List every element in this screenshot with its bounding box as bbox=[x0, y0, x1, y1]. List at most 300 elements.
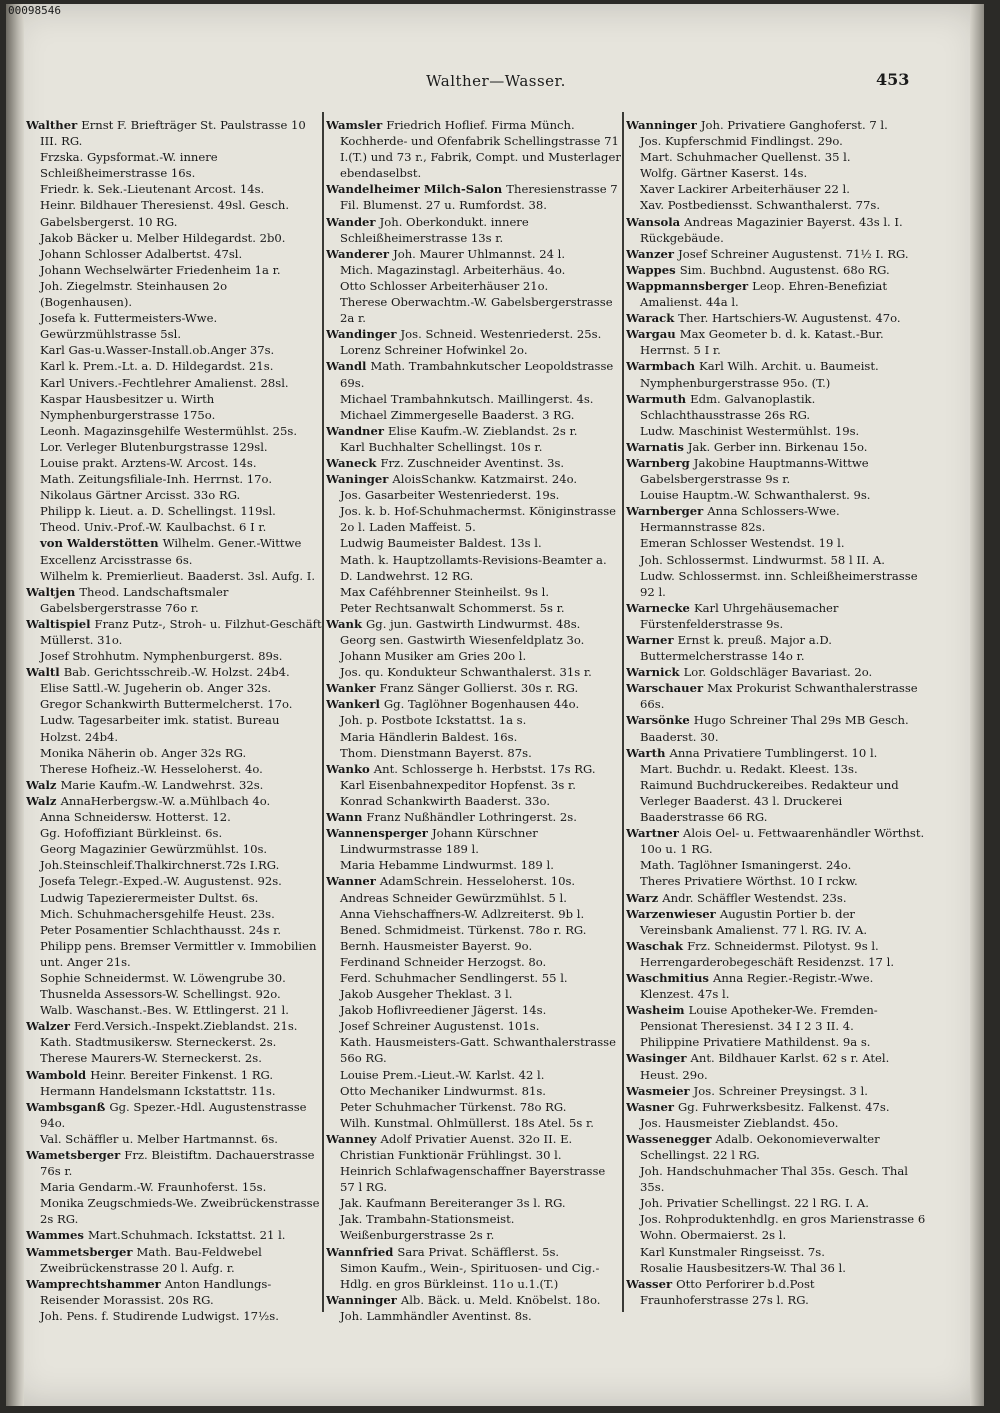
directory-entry bbox=[326, 793, 622, 809]
entry-details: Karl k. Prem.-Lt. a. D. Hildegardst. 21s. bbox=[40, 359, 274, 374]
directory-entry bbox=[326, 890, 622, 906]
entry-surname: Walz bbox=[26, 793, 61, 808]
directory-entry bbox=[26, 1147, 322, 1179]
entry-details: Wolfg. Gärtner Kaserst. 14s. bbox=[640, 166, 808, 181]
entry-details: Ther. Hartschiers-W. Augustenst. 47o. bbox=[678, 311, 901, 326]
entry-details: Heinr. Bereiter Finkenst. 1 RG. bbox=[90, 1067, 274, 1082]
entry-details: Heinr. Bildhauer Theresienst. 49sl. Gesch. Gabelsbergerst. 10 RG. bbox=[40, 198, 290, 229]
entry-dash bbox=[326, 503, 340, 519]
directory-entry bbox=[326, 1147, 622, 1163]
entry-dash bbox=[26, 181, 40, 197]
directory-entry bbox=[326, 584, 622, 600]
entry-dash bbox=[326, 1260, 340, 1276]
directory-entry bbox=[326, 922, 622, 938]
directory-entry bbox=[326, 1260, 622, 1292]
entry-details: Kath. Stadtmusikersw. Sterneckerst. 2s. bbox=[40, 1035, 277, 1050]
entry-details: Jak. Gerber inn. Birkenau 15o. bbox=[687, 439, 868, 454]
entry-dash bbox=[626, 1260, 640, 1276]
directory-entry bbox=[326, 326, 622, 342]
directory-entry bbox=[26, 455, 322, 471]
entry-surname: Wanninger bbox=[326, 1292, 401, 1307]
entry-details: Jak. Trambahn-Stationsmeist. Weißenburgerstrasse 2s r. bbox=[340, 1212, 515, 1243]
entry-surname: Waschak bbox=[626, 938, 688, 953]
entry-details: Anna Privatiere Tumblingerst. 10 l. bbox=[669, 745, 878, 760]
directory-entry bbox=[326, 938, 622, 954]
entry-details: Michael Trambahnkutsch. Maillingerst. 4s. bbox=[340, 391, 594, 406]
entry-surname: Warner bbox=[626, 633, 678, 647]
entry-details: Max Caféhbrenner Steinheilst. 9s l. bbox=[340, 584, 550, 599]
entry-dash bbox=[326, 584, 340, 600]
directory-entry bbox=[26, 745, 322, 761]
entry-details: Gg. Taglöhner Bogenhausen 44o. bbox=[383, 697, 580, 712]
entry-details: Johann Wechselwärter Friedenheim 1a r. bbox=[40, 262, 281, 277]
entry-surname: Wandelheimer Milch-Salon bbox=[326, 182, 507, 197]
entry-details: Edm. Galvanoplastik. Schlachthausstrasse 26s RG. bbox=[640, 391, 816, 422]
directory-entry bbox=[326, 1083, 622, 1099]
entry-details: Frz. Schneidermst. Pilotyst. 9s l. Herrengarderobegeschäft Residenzst. 17 l. bbox=[640, 938, 895, 969]
directory-entry bbox=[26, 423, 322, 439]
entry-dash bbox=[26, 1050, 40, 1066]
entry-details: Michael Zimmergeselle Baaderst. 3 RG. bbox=[340, 407, 575, 422]
column-1 bbox=[26, 117, 322, 1397]
entry-dash bbox=[326, 922, 340, 938]
entry-dash bbox=[626, 535, 640, 551]
entry-details: Jakob Bäcker u. Melber Hildegardst. 2b0. bbox=[40, 230, 286, 245]
entry-surname: Wargau bbox=[626, 327, 680, 342]
entry-surname: Wambold bbox=[26, 1067, 91, 1082]
directory-entry bbox=[626, 1163, 926, 1195]
entry-details: Jos. Kupferschmid Findlingst. 29o. bbox=[640, 134, 843, 149]
entry-details: Therese Maurers-W. Sterneckerst. 2s. bbox=[40, 1051, 262, 1066]
entry-dash bbox=[326, 729, 340, 745]
directory-entry bbox=[326, 552, 622, 584]
directory-entry bbox=[26, 1099, 322, 1131]
entry-dash bbox=[26, 278, 40, 294]
entry-details: Johann Schlosser Adalbertst. 47sl. bbox=[40, 246, 243, 261]
entry-details: Jos. Gasarbeiter Westenriederst. 19s. bbox=[340, 488, 560, 503]
directory-entry bbox=[26, 1227, 322, 1243]
directory-entry bbox=[626, 1260, 926, 1276]
directory-entry bbox=[26, 986, 322, 1002]
entry-details: Gregor Schankwirth Buttermelcherst. 17o. bbox=[40, 697, 293, 712]
entry-dash bbox=[626, 873, 640, 889]
entry-surname: Wametsberger bbox=[26, 1148, 125, 1162]
entry-details: Xav. Postbediensst. Schwanthalerst. 77s. bbox=[640, 198, 881, 213]
entry-dash bbox=[26, 986, 40, 1002]
entry-dash bbox=[26, 922, 40, 938]
entry-surname: Wammetsberger bbox=[26, 1244, 137, 1259]
entry-surname: Waltjen bbox=[26, 584, 80, 599]
directory-entry bbox=[26, 1067, 322, 1083]
entry-details: Karl Univers.-Fechtlehrer Amalienst. 28sl. bbox=[40, 375, 289, 390]
entry-details: Josef Schreiner Augustenst. 101s. bbox=[340, 1019, 540, 1034]
directory-entry bbox=[326, 1002, 622, 1018]
directory-entry bbox=[326, 906, 622, 922]
entry-surname: Waltl bbox=[26, 665, 64, 680]
directory-entry bbox=[326, 809, 622, 825]
entry-details: Elise Sattl.-W. Jugeherin ob. Anger 32s. bbox=[40, 681, 272, 696]
entry-details: Emeran Schlosser Westendst. 19 l. bbox=[640, 536, 845, 551]
entry-surname: Wanzer bbox=[626, 246, 679, 261]
entry-dash bbox=[326, 954, 340, 970]
entry-details: Louise Apotheker-We. Fremden-Pensionat Theresienst. 34 I 2 3 II. 4. bbox=[640, 1003, 878, 1034]
directory-entry bbox=[26, 1131, 322, 1147]
entry-details: Josef Strohhutm. Nymphenburgerst. 89s. bbox=[40, 649, 283, 664]
directory-entry bbox=[26, 1244, 322, 1276]
entry-details: Konrad Schankwirth Baaderst. 33o. bbox=[340, 793, 551, 808]
entry-dash bbox=[326, 294, 340, 310]
entry-dash bbox=[26, 487, 40, 503]
column-divider bbox=[322, 112, 324, 1312]
directory-entry bbox=[26, 197, 322, 229]
entry-details: Karl Uhrgehäusemacher Fürstenfelderstrasse 9s. bbox=[640, 600, 839, 631]
entry-surname: Wappmannsberger bbox=[626, 278, 753, 293]
directory-entry bbox=[26, 890, 322, 906]
entry-surname: Waschmitius bbox=[626, 970, 713, 985]
entry-details: Gg. Hofoffiziant Bürkleinst. 6s. bbox=[40, 826, 223, 841]
entry-details: Jos. Rohproduktenhdlg. en gros Marienstrasse 6 Wohn. Obermaierst. 2s l. bbox=[640, 1212, 926, 1243]
entry-dash bbox=[626, 165, 640, 181]
entry-dash bbox=[26, 680, 40, 696]
entry-details: Mart. Schuhmacher Quellenst. 35 l. bbox=[640, 150, 851, 165]
entry-details: Ant. Bildhauer Karlst. 62 s r. Atel. Heust. 29o. bbox=[640, 1051, 890, 1082]
directory-entry bbox=[326, 777, 622, 793]
directory-entry bbox=[326, 407, 622, 423]
entry-details: Philipp k. Lieut. a. D. Schellingst. 119sl. bbox=[40, 504, 276, 519]
directory-entry bbox=[326, 873, 622, 889]
entry-dash bbox=[326, 1067, 340, 1083]
entry-details: Andreas Magazinier Bayerst. 43s l. I. Rückgebäude. bbox=[640, 214, 903, 245]
directory-entry bbox=[326, 278, 622, 294]
entry-details: Alb. Bäck. u. Meld. Knöbelst. 18o. bbox=[400, 1292, 601, 1307]
entry-details: Theod. Univ.-Prof.-W. Kaulbachst. 6 I r. bbox=[40, 520, 267, 535]
directory-entry bbox=[26, 358, 322, 374]
entry-dash bbox=[26, 358, 40, 374]
entry-surname: Warnberger bbox=[626, 504, 708, 519]
column-2 bbox=[326, 117, 622, 1397]
entry-details: Joh. Pens. f. Studirende Ludwigst. 17½s. bbox=[40, 1308, 279, 1323]
directory-entry bbox=[26, 1308, 322, 1324]
directory-entry bbox=[26, 1034, 322, 1050]
entry-details: Mich. Magazinstagl. Arbeiterhäus. 4o. bbox=[340, 262, 566, 277]
directory-entry bbox=[626, 680, 926, 712]
entry-dash bbox=[326, 1018, 340, 1034]
directory-entry bbox=[326, 712, 622, 728]
directory-entry bbox=[626, 1002, 926, 1034]
page-edge bbox=[970, 4, 984, 1406]
directory-entry bbox=[326, 986, 622, 1002]
entry-details: Louise Hauptm.-W. Schwanthalerst. 9s. bbox=[640, 488, 871, 503]
entry-details: Johann Kürschner Lindwurmstrasse 189 l. bbox=[340, 826, 538, 857]
entry-details: Adolf Privatier Auenst. 32o II. E. bbox=[380, 1131, 573, 1146]
entry-dash bbox=[26, 391, 40, 407]
entry-surname: Warz bbox=[626, 890, 663, 905]
directory-entry bbox=[26, 1179, 322, 1195]
entry-details: Wilhelm k. Premierlieut. Baaderst. 3sl. Aufg. I. bbox=[40, 568, 316, 583]
directory-entry bbox=[26, 712, 322, 744]
entry-dash bbox=[26, 1308, 40, 1324]
directory-entry bbox=[626, 873, 926, 889]
directory-entry bbox=[626, 1244, 926, 1260]
entry-details: Jakob Hoflivreediener Jägerst. 14s. bbox=[340, 1003, 547, 1018]
entry-dash bbox=[26, 938, 40, 954]
entry-dash bbox=[26, 970, 40, 986]
entry-details: Val. Schäffler u. Melber Hartmannst. 6s. bbox=[40, 1131, 278, 1146]
directory-entry bbox=[626, 890, 926, 906]
entry-dash bbox=[326, 1034, 340, 1050]
entry-details: Hermann Handelsmann Ickstattstr. 11s. bbox=[40, 1083, 276, 1098]
entry-details: Jos. Schreiner Preysingst. 3 l. bbox=[693, 1083, 868, 1098]
entry-details: Maria Händlerin Baldest. 16s. bbox=[340, 729, 518, 744]
directory-entry bbox=[26, 310, 322, 342]
entry-dash bbox=[26, 761, 40, 777]
directory-entry bbox=[626, 149, 926, 165]
entry-surname: Wassenegger bbox=[626, 1131, 716, 1146]
entry-surname: Washeim bbox=[626, 1003, 689, 1018]
entry-details: Lor. Verleger Blutenburgstrasse 129sl. bbox=[40, 439, 268, 454]
entry-dash bbox=[26, 890, 40, 906]
directory-entry bbox=[326, 696, 622, 712]
entry-details: Math. k. Hauptzollamts-Revisions-Beamter a. D. Landwehrst. 12 RG. bbox=[340, 552, 607, 583]
entry-details: Philipp pens. Bremser Vermittler v. Immobilien unt. Anger 21s. bbox=[40, 938, 317, 969]
entry-surname: Wansola bbox=[626, 214, 685, 229]
entry-details: Gg. jun. Gastwirth Lindwurmst. 48s. bbox=[366, 616, 581, 631]
entry-details: Heinrich Schlafwagenschaffner Bayerstrasse 57 l RG. bbox=[340, 1164, 606, 1195]
entry-details: Joh. Maurer Uhlmannst. 24 l. bbox=[393, 246, 566, 261]
directory-entry bbox=[626, 197, 926, 213]
entry-dash bbox=[326, 970, 340, 986]
directory-entry bbox=[326, 745, 622, 761]
entry-dash bbox=[26, 841, 40, 857]
entry-dash bbox=[626, 1163, 640, 1179]
entry-dash bbox=[326, 793, 340, 809]
directory-entry bbox=[626, 825, 926, 857]
entry-dash bbox=[326, 777, 340, 793]
entry-details: Karl Buchhalter Schellingst. 10s r. bbox=[340, 439, 543, 454]
directory-entry bbox=[326, 616, 622, 632]
entry-details: Walb. Waschanst.-Bes. W. Ettlingerst. 21 l. bbox=[40, 1003, 289, 1018]
entry-details: Max Prokurist Schwanthalerstrasse 66s. bbox=[640, 681, 918, 712]
entry-details: Bernh. Hausmeister Bayerst. 9o. bbox=[340, 938, 533, 953]
directory-entry bbox=[26, 664, 322, 680]
entry-details: Raimund Buchdruckereibes. Redakteur und Verleger Baaderst. 43 l. Druckerei Baaderstrasse 66 RG. bbox=[640, 777, 899, 825]
entry-dash bbox=[26, 423, 40, 439]
entry-details: Ferd. Schuhmacher Sendlingerst. 55 l. bbox=[340, 970, 568, 985]
directory-page bbox=[6, 4, 984, 1406]
entry-dash bbox=[326, 535, 340, 551]
page-header bbox=[6, 72, 984, 96]
entry-surname: Waneck bbox=[326, 455, 381, 470]
directory-entry bbox=[626, 938, 926, 970]
entry-dash bbox=[326, 857, 340, 873]
directory-entry bbox=[326, 1099, 622, 1115]
directory-entry bbox=[326, 729, 622, 745]
directory-entry bbox=[326, 648, 622, 664]
entry-surname: Walther bbox=[26, 118, 82, 132]
directory-entry bbox=[326, 181, 622, 213]
entry-surname: Wannensperger bbox=[326, 826, 432, 841]
entry-dash bbox=[26, 1002, 40, 1018]
directory-entry bbox=[26, 246, 322, 262]
entry-details: Christian Funktionär Frühlingst. 30 l. bbox=[340, 1148, 562, 1162]
entry-details: Math. Bau-Feldwebel Zweibrückenstrasse 20 l. Aufg. r. bbox=[40, 1244, 262, 1275]
entry-details: Theresienstrasse 7 Fil. Blumenst. 27 u. Rumfordst. 38. bbox=[340, 182, 618, 213]
entry-dash bbox=[326, 1308, 340, 1324]
directory-entry bbox=[626, 906, 926, 938]
entry-details: Gg. Fuhrwerksbesitz. Falkenst. 47s. bbox=[678, 1099, 890, 1114]
entry-details: Thusnelda Assessors-W. Schellingst. 92o. bbox=[40, 987, 281, 1002]
entry-dash bbox=[326, 439, 340, 455]
directory-entry bbox=[626, 535, 926, 551]
entry-details: Joh. Schlossermst. Lindwurmst. 58 l II. A. bbox=[640, 552, 885, 567]
entry-surname: Wasmeier bbox=[626, 1083, 694, 1098]
directory-entry bbox=[626, 423, 926, 439]
directory-entry bbox=[626, 857, 926, 873]
entry-surname: Walz bbox=[26, 777, 61, 792]
directory-entry bbox=[26, 181, 322, 197]
directory-entry bbox=[326, 342, 622, 358]
entry-dash bbox=[326, 1099, 340, 1115]
directory-entry bbox=[626, 503, 926, 535]
entry-details: Ferdinand Schneider Herzogst. 8o. bbox=[340, 954, 547, 969]
directory-entry bbox=[626, 568, 926, 600]
entry-details: Peter Posamentier Schlachthausst. 24s r. bbox=[40, 922, 282, 937]
entry-details: Joh. Privatier Schellingst. 22 l RG. I. A. bbox=[640, 1196, 869, 1211]
entry-details: Xaver Lackirer Arbeiterhäuser 22 l. bbox=[640, 182, 850, 197]
entry-details: Augustin Portier b. der Vereinsbank Amalienst. 77 l. RG. IV. A. bbox=[640, 906, 868, 937]
entry-surname: Warack bbox=[626, 311, 679, 326]
column-3 bbox=[626, 117, 926, 1397]
entry-details: Franz Nußhändler Lothringerst. 2s. bbox=[366, 810, 577, 825]
directory-entry bbox=[626, 391, 926, 423]
directory-entry bbox=[326, 954, 622, 970]
entry-dash bbox=[626, 1034, 640, 1050]
entry-dash bbox=[626, 487, 640, 503]
directory-entry bbox=[26, 809, 322, 825]
entry-surname: Wanko bbox=[326, 761, 374, 776]
directory-entry bbox=[626, 1276, 926, 1308]
entry-details: Otto Perforirer b.d.Post Fraunhoferstrasse 27s l. RG. bbox=[640, 1276, 815, 1307]
entry-details: Joh. Ziegelmstr. Steinhausen 2o (Bogenhausen). bbox=[40, 278, 228, 310]
entry-details: Hugo Schreiner Thal 29s MB Gesch. Baaderst. 30. bbox=[640, 713, 909, 744]
entry-details: Frz. Zuschneider Aventinst. 3s. bbox=[380, 455, 565, 470]
entry-details: Joh. Privatiere Ganghoferst. 7 l. bbox=[700, 118, 888, 132]
entry-details: Johann Musiker am Gries 20o l. bbox=[340, 649, 527, 664]
page-number: 453 bbox=[876, 70, 910, 89]
directory-entry bbox=[26, 503, 322, 519]
entry-details: Franz Putz-, Stroh- u. Filzhut-Geschäft Müllerst. 31o. bbox=[40, 616, 322, 647]
directory-entry bbox=[26, 793, 322, 809]
entry-dash bbox=[326, 407, 340, 423]
entry-dash bbox=[326, 1083, 340, 1099]
directory-entry bbox=[326, 503, 622, 535]
entry-details: Georg Magazinier Gewürzmühlst. 10s. bbox=[40, 842, 268, 857]
directory-entry bbox=[326, 439, 622, 455]
directory-entry bbox=[626, 278, 926, 310]
entry-details: Joh. Lammhändler Aventinst. 8s. bbox=[340, 1308, 532, 1323]
entry-dash bbox=[326, 552, 340, 568]
directory-entry bbox=[26, 230, 322, 246]
entry-details: Ferd.Versich.-Inspekt.Zieblandst. 21s. bbox=[74, 1019, 298, 1034]
directory-entry bbox=[26, 857, 322, 873]
entry-details: Maria Gendarm.-W. Fraunhoferst. 15s. bbox=[40, 1180, 267, 1195]
entry-dash bbox=[626, 423, 640, 439]
directory-entry bbox=[26, 568, 322, 584]
entry-details: Otto Mechaniker Lindwurmst. 81s. bbox=[340, 1083, 546, 1098]
entry-details: Mart. Buchdr. u. Redakt. Kleest. 13s. bbox=[640, 761, 858, 776]
directory-entry bbox=[26, 761, 322, 777]
entry-surname: Warnick bbox=[626, 665, 684, 680]
entry-dash bbox=[26, 455, 40, 471]
entry-dash bbox=[26, 439, 40, 455]
entry-surname: Wasinger bbox=[626, 1051, 691, 1066]
entry-details: Joh.Steinschleif.Thalkirchnerst.72s I.RG. bbox=[40, 858, 280, 873]
entry-details: Anna Viehschaffners-W. Adlzreiterst. 9b l. bbox=[340, 906, 585, 921]
entry-dash bbox=[326, 1115, 340, 1131]
entry-dash bbox=[26, 568, 40, 584]
entry-details: Mich. Schuhmachersgehilfe Heust. 23s. bbox=[40, 906, 275, 921]
entry-details: Ludw. Maschinist Westermühlst. 19s. bbox=[640, 423, 860, 438]
entry-dash bbox=[26, 712, 40, 728]
directory-entry bbox=[26, 535, 322, 567]
entry-details: Andreas Schneider Gewürzmühlst. 5 l. bbox=[340, 890, 567, 905]
directory-entry bbox=[626, 1083, 926, 1099]
entry-surname: Waninger bbox=[326, 472, 393, 487]
entry-details: Jakob Ausgeher Theklast. 3 l. bbox=[340, 987, 513, 1002]
directory-entry bbox=[26, 696, 322, 712]
entry-dash bbox=[626, 1195, 640, 1211]
entry-details: Leop. Ehren-Benefiziat Amalienst. 44a l. bbox=[640, 278, 888, 310]
directory-entry bbox=[326, 535, 622, 551]
entry-dash bbox=[326, 600, 340, 616]
entry-surname: Wank bbox=[326, 616, 367, 631]
entry-surname: Warmuth bbox=[626, 391, 691, 406]
entry-dash bbox=[326, 938, 340, 954]
entry-dash bbox=[26, 471, 40, 487]
entry-surname: Wander bbox=[326, 214, 380, 229]
entry-surname: Wanderer bbox=[326, 246, 394, 261]
entry-dash bbox=[326, 262, 340, 278]
directory-entry bbox=[626, 165, 926, 181]
directory-entry bbox=[26, 1083, 322, 1099]
entry-dash bbox=[26, 1131, 40, 1147]
entry-dash bbox=[26, 519, 40, 535]
directory-entry bbox=[326, 423, 622, 439]
entry-surname: Wanker bbox=[326, 681, 380, 696]
entry-dash bbox=[626, 552, 640, 568]
entry-details: Ludwig Baumeister Baldest. 13s l. bbox=[340, 536, 542, 551]
entry-dash bbox=[326, 632, 340, 648]
entry-details: Rosalie Hausbesitzers-W. Thal 36 l. bbox=[640, 1260, 846, 1275]
entry-details: Jos. Hausmeister Zieblandst. 45o. bbox=[640, 1115, 839, 1130]
entry-details: Joh. p. Postbote Ickstattst. 1a s. bbox=[340, 713, 527, 728]
entry-dash bbox=[26, 696, 40, 712]
directory-entry bbox=[626, 455, 926, 487]
directory-entry bbox=[626, 262, 926, 278]
directory-entry bbox=[626, 970, 926, 1002]
entry-details: Georg sen. Gastwirth Wiesenfeldplatz 3o. bbox=[340, 633, 585, 647]
directory-entry bbox=[326, 471, 622, 487]
entry-dash bbox=[626, 857, 640, 873]
directory-entry bbox=[26, 584, 322, 616]
directory-entry bbox=[326, 262, 622, 278]
entry-details: Max Geometer b. d. k. Katast.-Bur. Herrnst. 5 I r. bbox=[640, 327, 884, 358]
entry-surname: Wandl bbox=[326, 359, 371, 374]
entry-details: Jakobine Hauptmanns-Wittwe Gabelsbergerstrasse 9s r. bbox=[640, 455, 869, 487]
entry-dash bbox=[326, 487, 340, 503]
entry-details: AdamSchrein. Hesseloherst. 10s. bbox=[379, 874, 576, 889]
directory-entry bbox=[626, 214, 926, 246]
